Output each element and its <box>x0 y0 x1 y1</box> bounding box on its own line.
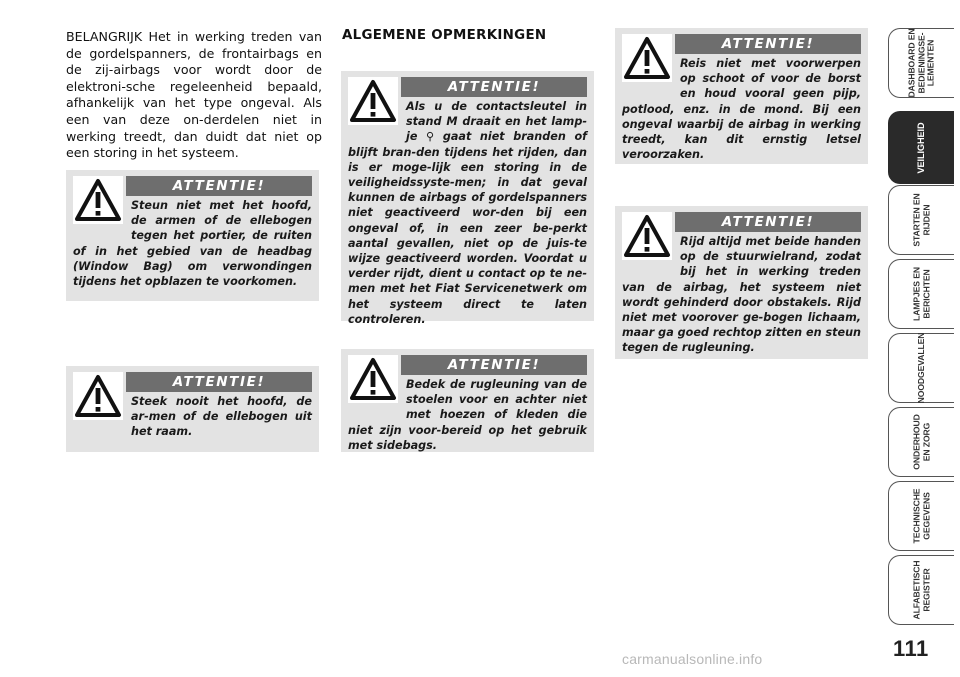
warning-triangle-icon <box>348 355 398 403</box>
warning-title: ATTENTIE! <box>126 176 312 196</box>
tab-label: TECHNISCHE GEGEVENS <box>910 488 931 544</box>
tab-label: VEILIGHEID <box>915 121 926 174</box>
warning-text: Steek nooit het hoofd, de ar-men of de ellebogen uit het raam. <box>131 395 312 439</box>
tab-lampjes-en-berichten[interactable] <box>888 259 954 329</box>
warning-box-window <box>66 366 319 452</box>
tab-label: ONDERHOUD EN ZORG <box>910 414 931 470</box>
warning-text: Als u de contactsleutel in stand M draait en het lamp-je ⚲ gaat niet branden of blijft bran-den tijdens het rijden, dan is er moge-lijk een storing in de veiligheidssyste-men; in dat geval kunnen de airbags of gordelspanners niet geactiveerd wor-den bij een ongeval of, in een zeer be-perkt aantal gevallen, niet op de juis-te wijze geactiveerd worden. Voordat u verder rijdt, dient u contact op te ne-men met het Fiat Servicenetwerk om het systeem direct te laten controleren. <box>348 100 587 326</box>
warning-triangle-icon <box>73 372 123 420</box>
warning-box-steering <box>615 206 868 359</box>
tab-label: LAMPJES EN BERICHTEN <box>910 267 931 321</box>
tab-technische-gegevens[interactable] <box>888 481 954 551</box>
warning-title: ATTENTIE! <box>675 34 861 54</box>
tab-label: NOODGEVALLEN <box>915 332 926 404</box>
watermark: carmanualsonline.info <box>622 651 763 667</box>
page-number: 111 <box>893 636 929 661</box>
warning-title: ATTENTIE! <box>401 355 587 375</box>
warning-box-seat-covers <box>341 349 594 452</box>
warning-title: ATTENTIE! <box>401 77 587 97</box>
tab-alfabetisch-register[interactable] <box>888 555 954 625</box>
warning-triangle-icon <box>622 34 672 82</box>
warning-triangle-icon <box>73 176 123 224</box>
tab-veiligheid[interactable] <box>888 111 954 184</box>
warning-triangle-icon <box>348 77 398 125</box>
tab-label: DASHBOARD EN BEDIENINGSE- LEMENTEN <box>906 28 936 98</box>
warning-title: ATTENTIE! <box>675 212 861 232</box>
section-heading: ALGEMENE OPMERKINGEN <box>342 28 547 43</box>
warning-box-airbag-light <box>341 71 594 326</box>
tab-starten-en-rijden[interactable] <box>888 185 954 255</box>
tab-label: ALFABETISCH REGISTER <box>910 560 931 620</box>
warning-box-objects <box>615 28 868 164</box>
tab-dashboard[interactable] <box>888 28 954 98</box>
warning-triangle-icon <box>622 212 672 260</box>
warning-text: Bedek de rugleuning van de stoelen voor en achter niet met hoezen of kleden die niet zijn voor-bereid op het gebruik met sidebags. <box>348 378 587 452</box>
tab-noodgevallen[interactable] <box>888 333 954 403</box>
tab-onderhoud-en-zorg[interactable] <box>888 407 954 477</box>
warning-text: Steun niet met het hoofd, de armen of de ellebogen tegen het portier, de ruiten of in het gebied van de headbag (Window Bag) om verwondingen tijdens het opblazen te voorkomen. <box>73 199 312 289</box>
warning-text: Reis niet met voorwerpen op schoot of voor de borst en houd vooral geen pijp, potlood, enz. in de mond. Bij een ongeval waarbij de airbag in werking treedt, kan dit ernstig letsel veroorzaken. <box>622 57 861 162</box>
warning-text: Rijd altijd met beide handen op de stuurwielrand, zodat bij het in werking treden van de airbag, het systeem niet wordt gehinderd door obstakels. Rijd niet met voorover ge-bogen lichaam, maar ga goed rechtop zitten en steun tegen de rugleuning. <box>622 235 861 355</box>
intro-paragraph: BELANGRIJK Het in werking treden van de gordelspanners, de frontairbags en de zij-airbags voor wordt door de elektroni-sche regeleenheid bepaald, afhankelijk van het type ongeval. Als een van deze on-derdelen niet in werking treedt, dan duidt dat niet op een storing in het systeem. <box>66 29 322 161</box>
warning-title: ATTENTIE! <box>126 372 312 392</box>
tab-label: STARTEN EN RIJDEN <box>910 193 931 247</box>
warning-box-headbag <box>66 170 319 301</box>
